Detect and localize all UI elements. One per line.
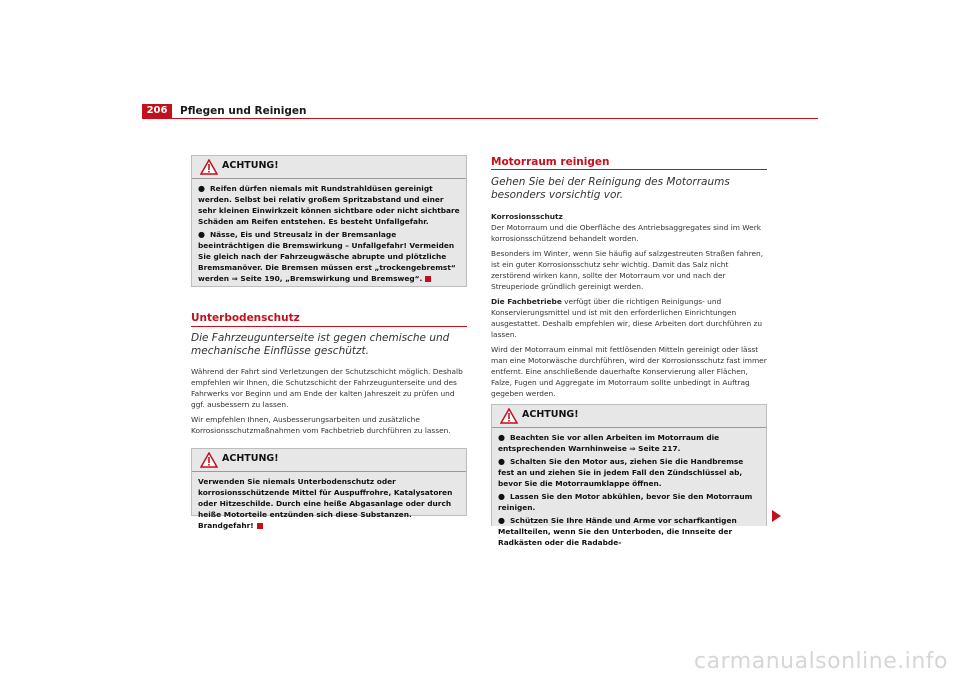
warning-title: ACHTUNG! [222, 160, 279, 171]
warning-item: ● Schalten Sie den Motor aus, ziehen Sie die Handbremse fest an und ziehen Sie in jedem Fall den Zündschlüssel ab, bevor Sie die Motorraumklappe öffnen. [498, 457, 744, 488]
warning-triangle-icon [200, 452, 218, 468]
page-number: 206 [142, 104, 172, 118]
section-end-icon [425, 276, 431, 282]
warning-box-tires [191, 155, 467, 287]
warning-box-engine [491, 404, 767, 547]
section-subtitle: Die Fahrzeugunterseite ist gegen chemische und mechanische Einflüsse geschützt. [191, 332, 450, 357]
warning-box-underbody [191, 448, 467, 530]
warning-header [492, 405, 766, 428]
warning-text: Verwenden Sie niemals Unterbodenschutz oder korrosionsschützende Mittel für Auspuffrohre, Katalysatoren oder Hitzeschilde. Durch eine heiße Abgasanlage oder durch heiße Motorteile entzünden sich diese Substanzen. Brandgefahr! [198, 477, 453, 530]
section-body-unterbodenschutz [191, 366, 467, 440]
warning-item: ● Lassen Sie den Motor abkühlen, bevor Sie den Motorraum reinigen. [498, 492, 753, 512]
warning-header [192, 156, 466, 179]
paragraph: Wir empfehlen Ihnen, Ausbesserungsarbeiten und zusätzliche Korrosionsschutzmaßnahmen vom Fachbetrieb durchführen zu lassen. [191, 415, 451, 435]
paragraph: Während der Fahrt sind Verletzungen der Schutzschicht möglich. Deshalb empfehlen wir Ihnen, die Schutzschicht der Fahrzeugunterseite und des Fahrwerks vor Beginn und am Ende der kalten Jahreszeit zu prüfen und ggf. ausbessern zu lassen. [191, 367, 463, 409]
warning-item: ● Nässe, Eis und Streusalz in der Bremsanlage beeinträchtigen die Bremswirkung – Unfallgefahr! Vermeiden Sie gleich nach der Fahrzeugwäsche abrupte und plötzliche Bremsmanöver. Die Bremsen müssen erst „trockengebremst“ werden ⇒ Seite 190, „Bremswirkung und Bremsweg“. [198, 230, 456, 283]
warning-title: ACHTUNG! [522, 409, 579, 420]
warning-triangle-icon [200, 159, 218, 175]
paragraph: Besonders im Winter, wenn Sie häufig auf salzgestreuten Straßen fahren, ist ein guter Korrosionsschutz sehr wichtig. Damit das Salz nicht zerstörend wirken kann, sollte der Motorraum vor und nach der Streuperiode gründlich gereinigt werden. [491, 249, 764, 291]
section-title-motorraum: Motorraum reinigen [491, 156, 610, 168]
section-subtitle: Gehen Sie bei der Reinigung des Motorraums besonders vorsichtig vor. [491, 176, 730, 201]
warning-item: ● Schützen Sie Ihre Hände und Arme vor scharfkantigen Metallteilen, wenn Sie den Unterboden, die Innseite der Radkästen oder die Radabde- [498, 516, 737, 547]
paragraph: Wird der Motorraum einmal mit fettlösenden Mitteln gereinigt oder lässt man eine Motorwäsche durchführen, wird der Korrosionsschutz fast immer entfernt. Eine anschließende dauerhafte Konservierung aller Flächen, Falze, Fugen und Aggregate im Motorraum sollte unbedingt in Auftrag gegeben werden. [491, 345, 767, 398]
section-end-icon [257, 523, 263, 529]
paragraph: Die Fachbetriebe verfügt über die richtigen Reinigungs- und Konservierungsmittel und ist mit den erforderlichen Einrichtungen ausgestattet. Deshalb empfehlen wir, diese Arbeiten dort durchführen zu lassen. [491, 297, 763, 339]
section-divider [491, 169, 767, 170]
section-divider [191, 326, 467, 327]
warning-item: ● Beachten Sie vor allen Arbeiten im Motorraum die entsprechenden Warnhinweise ⇒ Seite 217. [498, 433, 720, 453]
warning-triangle-icon [500, 408, 518, 424]
paragraph: Der Motorraum und die Oberfläche des Antriebsaggregates sind im Werk korrosionsschützend behandelt worden. [491, 223, 762, 243]
warning-title: ACHTUNG! [222, 453, 279, 464]
section-title-unterbodenschutz: Unterbodenschutz [191, 312, 300, 324]
subheading-korrosionsschutz: Korrosionsschutz [491, 212, 563, 221]
watermark: carmanualsonline.info [694, 649, 948, 674]
chapter-title: Pflegen und Reinigen [180, 105, 307, 117]
continue-arrow-icon [772, 510, 781, 522]
warning-header [192, 449, 466, 472]
section-body-motorraum [491, 211, 767, 403]
warning-item: ● Reifen dürfen niemals mit Rundstrahldüsen gereinigt werden. Selbst bei relativ großem Spritzabstand und einer sehr kleinen Einwirkzeit können sichtbare oder nicht sichtbare Schäden am Reifen entstehen. Es besteht Unfallgefahr. [198, 184, 460, 226]
header-divider [142, 118, 818, 119]
